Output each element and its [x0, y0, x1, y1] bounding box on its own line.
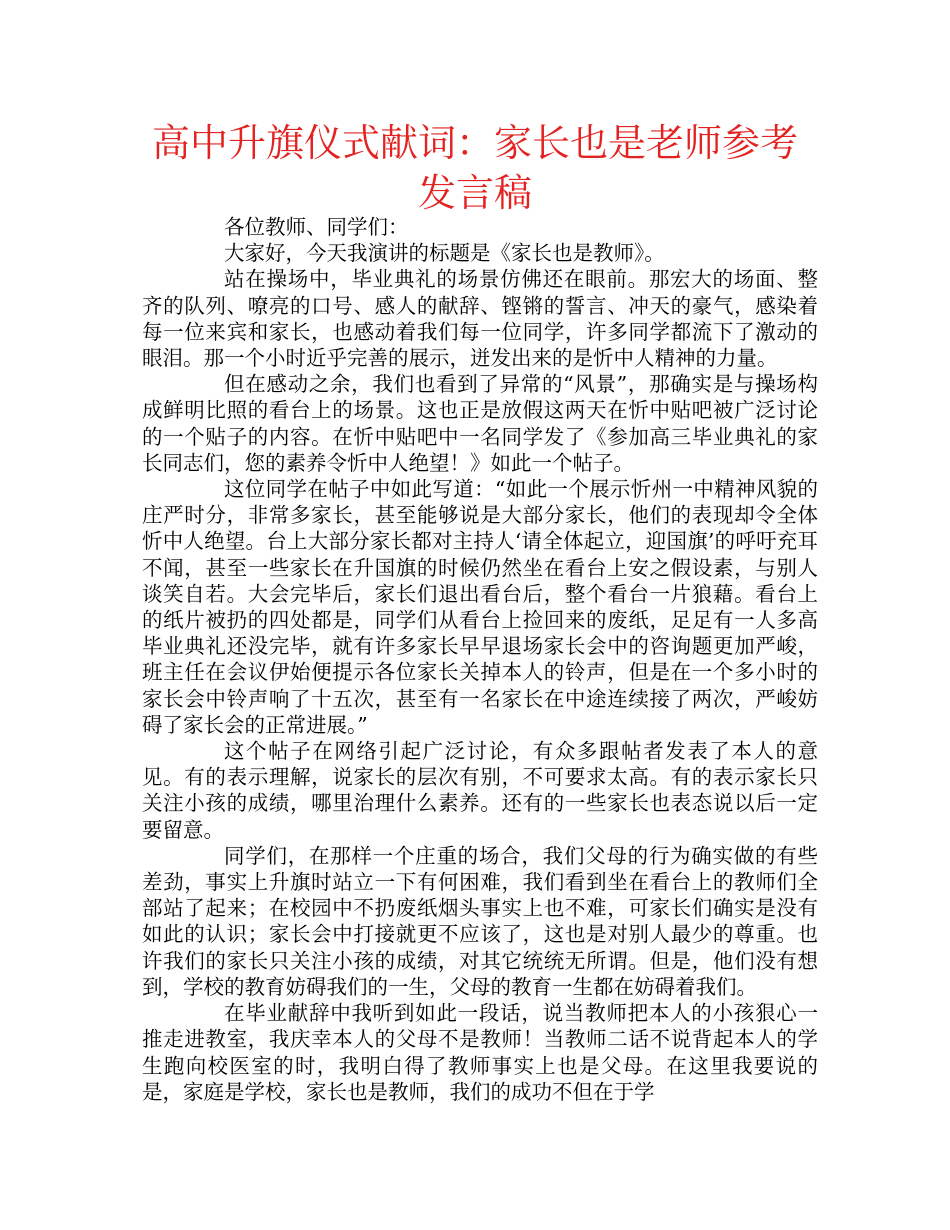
body-paragraph: 同学们，在那样一个庄重的场合，我们父母的行为确实做的有些差劲，事实上升旗时站立一下有何困难，我们看到坐在看台上的教师们全部站了起来；在校园中不扔废纸烟头事实上也不难，可家长们确实是没有如此的认识；家长会中打接就更不应该了，这也是对别人最少的尊重。也许我们的家长只关注小孩的成绩，对其它统统无所谓。但是，他们没有想到，学校的教育妨碍我们的一生，父母的教育一生都在妨碍着我们。 [142, 843, 818, 999]
document-body [142, 214, 818, 1105]
body-paragraph: 在毕业献辞中我听到如此一段话，说当教师把本人的小孩狠心一推走进教室，我庆幸本人的父母不是教师！当教师二话不说背起本人的学生跑向校医室的时，我明白得了教师事实上也是父母。在这里我要说的是，家庭是学校，家长也是教师，我们的成功不但在于学 [142, 1001, 818, 1104]
salutation-paragraph: 各位教师、同学们： [224, 215, 409, 239]
body-paragraph: 但在感动之余，我们也看到了异常的“风景”，那确实是与操场构成鲜明比照的看台上的场景。这也正是放假这两天在忻中贴吧被广泛讨论的一个贴子的内容。在忻中贴吧中一名同学发了《参加高三毕业典礼的家长同志们，您的素养令忻中人绝望！》如此一个帖子。 [142, 372, 818, 475]
body-paragraph: 这个帖子在网络引起广泛讨论，有众多跟帖者发表了本人的意见。有的表示理解，说家长的层次有别，不可要求太高。有的表示家长只关注小孩的成绩，哪里治理什么素养。还有的一些家长也表态说以后一定要留意。 [142, 739, 818, 842]
document-title: 高中升旗仪式献词：家长也是老师参考发言稿 [151, 121, 798, 215]
body-paragraph: 这位同学在帖子中如此写道：“如此一个展示忻州一中精神风貌的庄严时分，非常多家长，甚至能够说是大部分家长，他们的表现却令全体忻中人绝望。台上大部分家长都对主持人‘请全体起立，迎国旗’的呼吁充耳不闻，甚至一些家长在升国旗的时候仍然坐在看台上安之假设素，与别人谈笑自若。大会完毕后，家长们退出看台后，整个看台一片狼藉。看台上的纸片被扔的四处都是，同学们从看台上捡回来的废纸，足足有一人多高毕业典礼还没完毕，就有许多家长早早退场家长会中的咨询题更加严峻，班主任在会议伊始便提示各位家长关掉本人的铃声，但是在一个多小时的家长会中铃声响了十五次，甚至有一名家长在中途连续接了两次，严峻妨碍了家长会的正常进展。” [142, 477, 818, 737]
greeting-paragraph: 大家好，今天我演讲的标题是《家长也是教师》。 [224, 241, 665, 266]
body-paragraph: 站在操场中，毕业典礼的场景仿佛还在眼前。那宏大的场面、整齐的队列、嘹亮的口号、感人的献辞、铿锵的誓言、冲天的豪气，感染着每一位来宾和家长，也感动着我们每一位同学，许多同学都流下了激动的眼泪。那一个小时近乎完善的展示，迸发出来的是忻中人精神的力量。 [142, 267, 818, 371]
